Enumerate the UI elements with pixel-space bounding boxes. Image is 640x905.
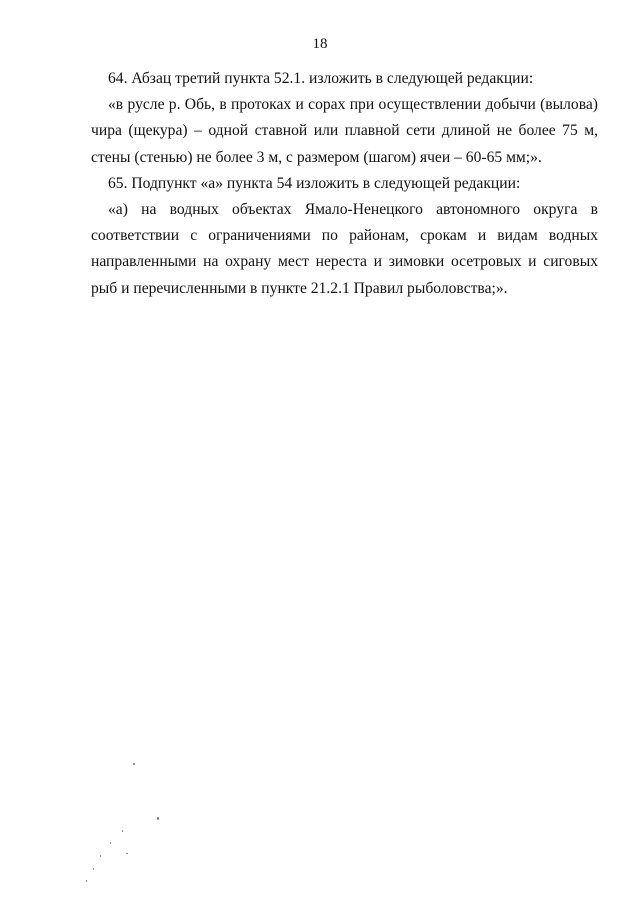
paragraph-65-quote [91, 197, 598, 302]
text-line: чира (щекура) – одной ставной или плавной сети длиной не более 75 м, [91, 122, 598, 140]
text-line: 65. Подпункт «а» пункта 54 изложить в следующей редакции: [108, 174, 521, 192]
text-line: стены (стенью) не более 3 м, с размером (шагом) ячеи – 60-65 мм;». [91, 148, 542, 166]
paragraph-64-quote [91, 92, 598, 171]
document-body [91, 66, 598, 302]
text-line: «в русле р. Обь, в протоках и сорах при осуществлении добычи (вылова) [108, 96, 598, 114]
paragraph-65 [91, 171, 598, 197]
text-line: «а) на водных объектах Ямало-Ненецкого автономного округа в [108, 200, 598, 218]
paragraph-64 [91, 66, 598, 92]
text-line: 64. Абзац третий пункта 52.1. изложить в следующей редакции: [108, 70, 534, 87]
text-line: рыб и перечисленными в пункте 21.2.1 Правил рыболовства;». [91, 279, 508, 297]
text-line: соответствии с ограничениями по районам, срокам и видам водных [91, 227, 598, 245]
text-line: направленными на охрану мест нереста и зимовки осетровых и сиговых [91, 253, 598, 271]
page-number: 18 [312, 36, 328, 52]
